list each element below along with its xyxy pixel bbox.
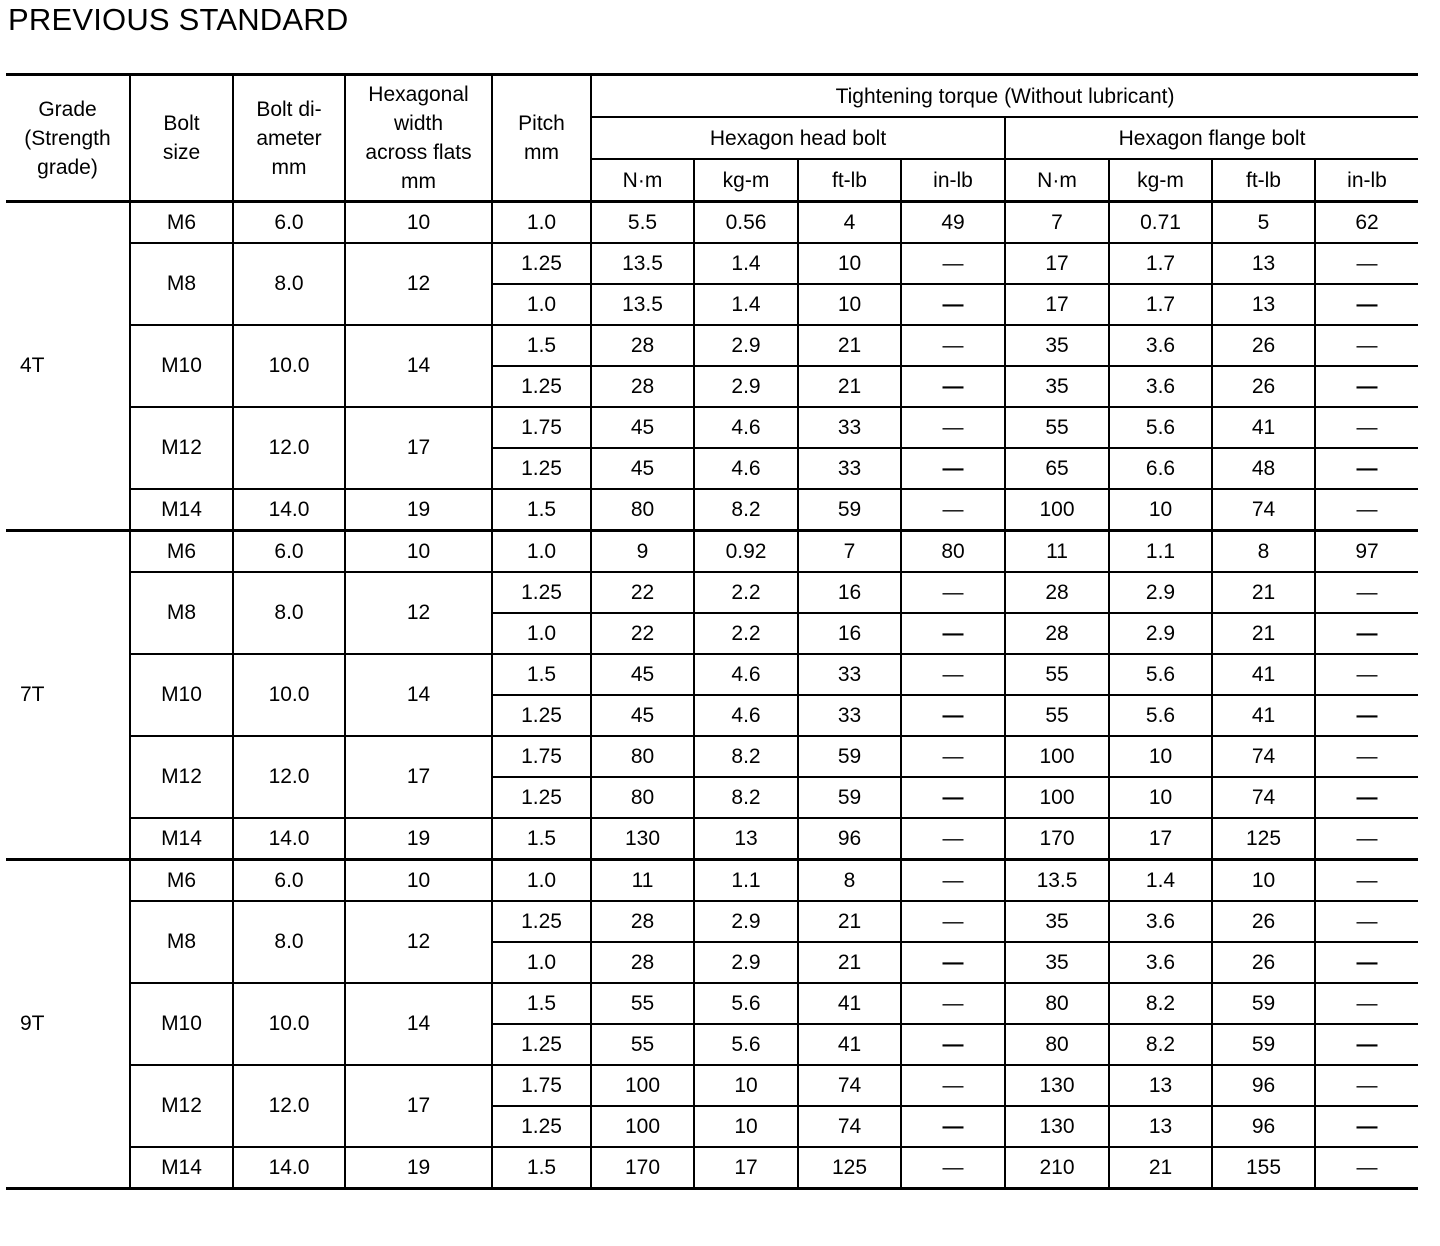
pitch-cell: 1.5 [492,654,591,695]
head-inlb-cell: — [901,695,1005,736]
flange-kgm-cell: 1.7 [1109,284,1212,325]
head-nm-cell: 11 [591,860,694,902]
hex-width-cell: 19 [345,818,492,860]
hex-width-cell: 17 [345,407,492,489]
hex-width-cell: 17 [345,736,492,818]
head-ftlb-cell: 41 [798,983,901,1024]
flange-ftlb-cell: 13 [1212,284,1315,325]
flange-inlb-cell: — [1315,860,1418,902]
pitch-cell: 1.25 [492,1106,591,1147]
flange-kgm-cell: 1.7 [1109,243,1212,284]
table-row [6,654,1418,695]
head-ftlb-cell: 21 [798,366,901,407]
head-nm-cell: 28 [591,366,694,407]
head-ftlb-cell: 7 [798,531,901,573]
head-inlb-cell: — [901,489,1005,531]
bolt-size-cell: M8 [130,572,233,654]
header-hexagon-flange-bolt: Hexagon flange bolt [1005,117,1418,159]
head-kgm-cell: 4.6 [694,695,798,736]
head-nm-cell: 28 [591,325,694,366]
head-ftlb-cell: 125 [798,1147,901,1189]
head-inlb-cell: — [901,243,1005,284]
flange-nm-cell: 28 [1005,613,1109,654]
head-inlb-cell: — [901,736,1005,777]
flange-nm-cell: 17 [1005,284,1109,325]
grade-cell: 9T [6,860,130,1189]
head-ftlb-cell: 59 [798,777,901,818]
flange-inlb-cell: 97 [1315,531,1418,573]
hex-width-cell: 14 [345,983,492,1065]
bolt-size-cell: M8 [130,901,233,983]
flange-kgm-cell: 3.6 [1109,325,1212,366]
flange-inlb-cell: — [1315,1024,1418,1065]
flange-inlb-cell: — [1315,1065,1418,1106]
flange-inlb-cell: — [1315,1147,1418,1189]
flange-kgm-cell: 3.6 [1109,942,1212,983]
flange-inlb-cell: — [1315,777,1418,818]
bolt-diameter-cell: 10.0 [233,325,345,407]
flange-ftlb-cell: 41 [1212,695,1315,736]
flange-nm-cell: 65 [1005,448,1109,489]
flange-inlb-cell: — [1315,407,1418,448]
flange-inlb-cell: — [1315,983,1418,1024]
head-kgm-cell: 10 [694,1065,798,1106]
pitch-cell: 1.75 [492,736,591,777]
head-ftlb-cell: 33 [798,407,901,448]
pitch-cell: 1.75 [492,1065,591,1106]
head-kgm-cell: 1.4 [694,243,798,284]
header-hexagon-head-bolt: Hexagon head bolt [591,117,1005,159]
head-nm-cell: 13.5 [591,284,694,325]
flange-kgm-cell: 21 [1109,1147,1212,1189]
bolt-diameter-cell: 8.0 [233,901,345,983]
head-ftlb-cell: 96 [798,818,901,860]
hex-width-cell: 12 [345,901,492,983]
head-nm-cell: 28 [591,901,694,942]
hex-width-cell: 14 [345,325,492,407]
torque-table-wrapper [6,73,1418,1190]
head-kgm-cell: 13 [694,818,798,860]
bolt-diameter-cell: 8.0 [233,243,345,325]
bolt-size-cell: M14 [130,818,233,860]
flange-nm-cell: 13.5 [1005,860,1109,902]
pitch-cell: 1.5 [492,1147,591,1189]
flange-nm-cell: 80 [1005,1024,1109,1065]
flange-nm-cell: 55 [1005,695,1109,736]
hex-width-cell: 19 [345,1147,492,1189]
head-ftlb-cell: 8 [798,860,901,902]
hex-width-cell: 12 [345,243,492,325]
head-inlb-cell: — [901,1147,1005,1189]
flange-nm-cell: 130 [1005,1065,1109,1106]
pitch-cell: 1.5 [492,325,591,366]
bolt-diameter-cell: 6.0 [233,202,345,244]
flange-inlb-cell: — [1315,818,1418,860]
head-nm-cell: 22 [591,613,694,654]
head-kgm-cell: 2.9 [694,325,798,366]
head-inlb-cell: — [901,572,1005,613]
bolt-diameter-cell: 14.0 [233,1147,345,1189]
flange-nm-cell: 35 [1005,325,1109,366]
hex-width-cell: 19 [345,489,492,531]
table-row [6,202,1418,244]
head-ftlb-cell: 4 [798,202,901,244]
table-row [6,407,1418,448]
flange-ftlb-cell: 41 [1212,654,1315,695]
head-nm-cell: 100 [591,1065,694,1106]
flange-inlb-cell: — [1315,613,1418,654]
page-title: PREVIOUS STANDARD [8,2,349,37]
flange-nm-cell: 28 [1005,572,1109,613]
flange-inlb-cell: — [1315,654,1418,695]
flange-inlb-cell: — [1315,489,1418,531]
flange-ftlb-cell: 26 [1212,325,1315,366]
header-unit-nm: N·m [1005,159,1109,202]
pitch-cell: 1.25 [492,366,591,407]
flange-inlb-cell: — [1315,243,1418,284]
table-row [6,818,1418,860]
pitch-cell: 1.0 [492,284,591,325]
flange-ftlb-cell: 59 [1212,983,1315,1024]
head-inlb-cell: — [901,613,1005,654]
head-kgm-cell: 2.9 [694,942,798,983]
flange-kgm-cell: 5.6 [1109,695,1212,736]
flange-ftlb-cell: 5 [1212,202,1315,244]
head-nm-cell: 9 [591,531,694,573]
bolt-size-cell: M12 [130,736,233,818]
hex-width-cell: 12 [345,572,492,654]
flange-kgm-cell: 0.71 [1109,202,1212,244]
bolt-size-cell: M6 [130,531,233,573]
header-tightening-torque: Tightening torque (Without lubricant) [591,75,1418,118]
flange-kgm-cell: 6.6 [1109,448,1212,489]
bolt-size-cell: M6 [130,860,233,902]
bolt-diameter-cell: 12.0 [233,736,345,818]
bolt-size-cell: M10 [130,654,233,736]
bolt-size-cell: M10 [130,983,233,1065]
grade-cell: 7T [6,531,130,860]
flange-inlb-cell: — [1315,1106,1418,1147]
flange-nm-cell: 100 [1005,777,1109,818]
bolt-diameter-cell: 8.0 [233,572,345,654]
head-kgm-cell: 1.4 [694,284,798,325]
flange-inlb-cell: — [1315,942,1418,983]
flange-nm-cell: 17 [1005,243,1109,284]
head-inlb-cell: — [901,1065,1005,1106]
head-kgm-cell: 0.92 [694,531,798,573]
flange-kgm-cell: 3.6 [1109,366,1212,407]
table-row [6,736,1418,777]
head-kgm-cell: 5.6 [694,1024,798,1065]
head-kgm-cell: 5.6 [694,983,798,1024]
pitch-cell: 1.25 [492,243,591,284]
flange-ftlb-cell: 21 [1212,613,1315,654]
flange-kgm-cell: 5.6 [1109,407,1212,448]
flange-inlb-cell: — [1315,736,1418,777]
head-kgm-cell: 4.6 [694,448,798,489]
hex-width-cell: 10 [345,531,492,573]
flange-nm-cell: 210 [1005,1147,1109,1189]
torque-table [6,73,1418,1190]
flange-inlb-cell: — [1315,325,1418,366]
head-nm-cell: 22 [591,572,694,613]
head-ftlb-cell: 33 [798,695,901,736]
flange-ftlb-cell: 13 [1212,243,1315,284]
head-nm-cell: 80 [591,777,694,818]
head-ftlb-cell: 10 [798,284,901,325]
head-ftlb-cell: 59 [798,489,901,531]
pitch-cell: 1.0 [492,860,591,902]
bolt-size-cell: M12 [130,407,233,489]
table-row [6,901,1418,942]
pitch-cell: 1.0 [492,202,591,244]
bolt-diameter-cell: 10.0 [233,654,345,736]
table-row [6,860,1418,902]
flange-inlb-cell: — [1315,695,1418,736]
flange-ftlb-cell: 74 [1212,777,1315,818]
pitch-cell: 1.25 [492,572,591,613]
header-unit-nm: N·m [591,159,694,202]
head-inlb-cell: — [901,983,1005,1024]
head-inlb-cell: — [901,1106,1005,1147]
table-row [6,983,1418,1024]
flange-ftlb-cell: 74 [1212,736,1315,777]
head-nm-cell: 5.5 [591,202,694,244]
bolt-size-cell: M14 [130,1147,233,1189]
flange-nm-cell: 170 [1005,818,1109,860]
head-kgm-cell: 4.6 [694,407,798,448]
head-nm-cell: 55 [591,1024,694,1065]
head-inlb-cell: 80 [901,531,1005,573]
flange-ftlb-cell: 155 [1212,1147,1315,1189]
head-ftlb-cell: 21 [798,325,901,366]
hex-width-cell: 17 [345,1065,492,1147]
head-nm-cell: 130 [591,818,694,860]
head-inlb-cell: — [901,448,1005,489]
flange-ftlb-cell: 8 [1212,531,1315,573]
flange-kgm-cell: 10 [1109,777,1212,818]
flange-ftlb-cell: 10 [1212,860,1315,902]
flange-nm-cell: 35 [1005,366,1109,407]
head-kgm-cell: 2.9 [694,366,798,407]
table-row [6,1147,1418,1189]
head-inlb-cell: — [901,366,1005,407]
head-ftlb-cell: 16 [798,613,901,654]
bolt-size-cell: M14 [130,489,233,531]
bolt-diameter-cell: 12.0 [233,407,345,489]
header-unit-ftlb: ft-lb [1212,159,1315,202]
head-inlb-cell: — [901,654,1005,695]
head-inlb-cell: — [901,407,1005,448]
head-inlb-cell: — [901,818,1005,860]
bolt-diameter-cell: 14.0 [233,818,345,860]
head-nm-cell: 100 [591,1106,694,1147]
flange-kgm-cell: 17 [1109,818,1212,860]
header-bolt-size: Bolt size [130,75,233,202]
bolt-diameter-cell: 6.0 [233,531,345,573]
flange-ftlb-cell: 26 [1212,901,1315,942]
flange-nm-cell: 100 [1005,736,1109,777]
head-nm-cell: 45 [591,407,694,448]
head-kgm-cell: 2.2 [694,613,798,654]
head-kgm-cell: 8.2 [694,777,798,818]
head-kgm-cell: 4.6 [694,654,798,695]
head-kgm-cell: 2.2 [694,572,798,613]
table-row [6,1065,1418,1106]
head-ftlb-cell: 33 [798,654,901,695]
table-row [6,325,1418,366]
hex-width-cell: 10 [345,202,492,244]
head-kgm-cell: 0.56 [694,202,798,244]
header-unit-inlb: in-lb [901,159,1005,202]
table-row [6,243,1418,284]
bolt-size-cell: M10 [130,325,233,407]
pitch-cell: 1.0 [492,613,591,654]
flange-kgm-cell: 13 [1109,1106,1212,1147]
hex-width-cell: 14 [345,654,492,736]
pitch-cell: 1.25 [492,448,591,489]
header-unit-ftlb: ft-lb [798,159,901,202]
header-bolt-diameter: Bolt di- ameter mm [233,75,345,202]
bolt-diameter-cell: 14.0 [233,489,345,531]
flange-kgm-cell: 8.2 [1109,1024,1212,1065]
head-nm-cell: 80 [591,489,694,531]
head-inlb-cell: — [901,901,1005,942]
flange-kgm-cell: 3.6 [1109,901,1212,942]
head-ftlb-cell: 10 [798,243,901,284]
head-nm-cell: 80 [591,736,694,777]
head-ftlb-cell: 41 [798,1024,901,1065]
head-ftlb-cell: 16 [798,572,901,613]
flange-ftlb-cell: 59 [1212,1024,1315,1065]
flange-kgm-cell: 8.2 [1109,983,1212,1024]
bolt-diameter-cell: 10.0 [233,983,345,1065]
flange-nm-cell: 7 [1005,202,1109,244]
head-kgm-cell: 8.2 [694,736,798,777]
table-row [6,531,1418,573]
flange-ftlb-cell: 96 [1212,1106,1315,1147]
flange-kgm-cell: 2.9 [1109,613,1212,654]
flange-kgm-cell: 2.9 [1109,572,1212,613]
head-ftlb-cell: 59 [798,736,901,777]
hex-width-cell: 10 [345,860,492,902]
head-nm-cell: 28 [591,942,694,983]
head-nm-cell: 55 [591,983,694,1024]
head-inlb-cell: — [901,942,1005,983]
pitch-cell: 1.0 [492,942,591,983]
head-ftlb-cell: 74 [798,1065,901,1106]
bolt-size-cell: M12 [130,1065,233,1147]
flange-nm-cell: 35 [1005,942,1109,983]
flange-inlb-cell: — [1315,901,1418,942]
flange-ftlb-cell: 74 [1212,489,1315,531]
head-ftlb-cell: 33 [798,448,901,489]
flange-ftlb-cell: 26 [1212,942,1315,983]
head-kgm-cell: 2.9 [694,901,798,942]
torque-table-body [6,202,1418,1189]
head-ftlb-cell: 21 [798,901,901,942]
bolt-diameter-cell: 6.0 [233,860,345,902]
pitch-cell: 1.5 [492,818,591,860]
head-inlb-cell: 49 [901,202,1005,244]
flange-nm-cell: 55 [1005,407,1109,448]
flange-ftlb-cell: 96 [1212,1065,1315,1106]
pitch-cell: 1.5 [492,983,591,1024]
header-pitch: Pitch mm [492,75,591,202]
flange-ftlb-cell: 26 [1212,366,1315,407]
pitch-cell: 1.25 [492,777,591,818]
grade-cell: 4T [6,202,130,531]
header-unit-kgm: kg-m [694,159,798,202]
flange-nm-cell: 80 [1005,983,1109,1024]
bolt-size-cell: M6 [130,202,233,244]
flange-kgm-cell: 10 [1109,489,1212,531]
head-inlb-cell: — [901,284,1005,325]
header-grade: Grade (Strength grade) [6,75,130,202]
pitch-cell: 1.25 [492,901,591,942]
pitch-cell: 1.25 [492,1024,591,1065]
flange-ftlb-cell: 41 [1212,407,1315,448]
flange-inlb-cell: — [1315,366,1418,407]
flange-ftlb-cell: 125 [1212,818,1315,860]
flange-ftlb-cell: 48 [1212,448,1315,489]
flange-kgm-cell: 10 [1109,736,1212,777]
head-kgm-cell: 1.1 [694,860,798,902]
flange-inlb-cell: — [1315,448,1418,489]
bolt-diameter-cell: 12.0 [233,1065,345,1147]
flange-nm-cell: 130 [1005,1106,1109,1147]
table-row [6,572,1418,613]
head-nm-cell: 13.5 [591,243,694,284]
header-hex-width: Hexagonal width across flats mm [345,75,492,202]
head-nm-cell: 45 [591,654,694,695]
flange-kgm-cell: 13 [1109,1065,1212,1106]
flange-nm-cell: 11 [1005,531,1109,573]
head-ftlb-cell: 74 [798,1106,901,1147]
flange-kgm-cell: 1.1 [1109,531,1212,573]
flange-inlb-cell: 62 [1315,202,1418,244]
head-kgm-cell: 8.2 [694,489,798,531]
head-nm-cell: 45 [591,448,694,489]
flange-kgm-cell: 1.4 [1109,860,1212,902]
head-inlb-cell: — [901,860,1005,902]
pitch-cell: 1.0 [492,531,591,573]
head-ftlb-cell: 21 [798,942,901,983]
flange-nm-cell: 55 [1005,654,1109,695]
header-unit-inlb: in-lb [1315,159,1418,202]
head-inlb-cell: — [901,777,1005,818]
head-kgm-cell: 17 [694,1147,798,1189]
flange-kgm-cell: 5.6 [1109,654,1212,695]
header-unit-kgm: kg-m [1109,159,1212,202]
flange-nm-cell: 100 [1005,489,1109,531]
flange-nm-cell: 35 [1005,901,1109,942]
head-inlb-cell: — [901,1024,1005,1065]
flange-inlb-cell: — [1315,572,1418,613]
pitch-cell: 1.75 [492,407,591,448]
bolt-size-cell: M8 [130,243,233,325]
head-nm-cell: 170 [591,1147,694,1189]
pitch-cell: 1.5 [492,489,591,531]
head-inlb-cell: — [901,325,1005,366]
table-row [6,489,1418,531]
flange-ftlb-cell: 21 [1212,572,1315,613]
flange-inlb-cell: — [1315,284,1418,325]
head-nm-cell: 45 [591,695,694,736]
head-kgm-cell: 10 [694,1106,798,1147]
pitch-cell: 1.25 [492,695,591,736]
